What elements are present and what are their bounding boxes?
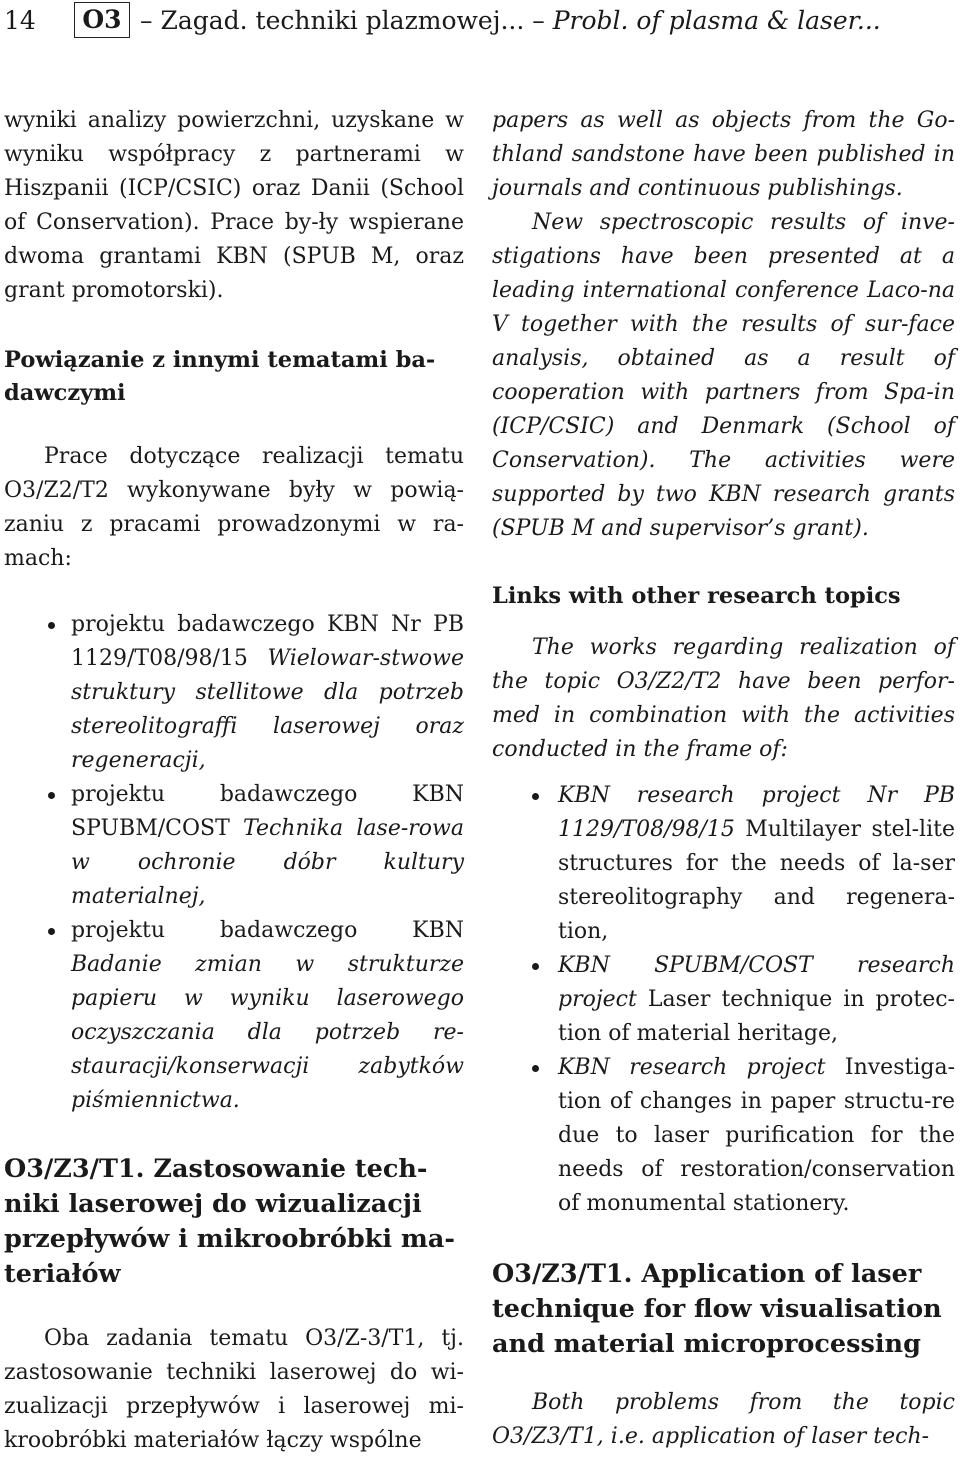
list-item-text: KBN SPUBM/COST research project (558, 953, 955, 1012)
list-item-text: KBN research project Nr PB 1129/T08/98/15 (558, 783, 955, 842)
list-item (492, 779, 955, 949)
intro-paragraph: papers as well as objects from the Go-thland sandstone have been published in journals and continuous publishings. (492, 108, 955, 201)
header-dash: – (140, 6, 161, 35)
header-titles (140, 6, 881, 36)
project-list (4, 608, 464, 1118)
running-header (0, 0, 960, 44)
topic-paragraph: Both problems from the topic O3/Z3/T1, i.e. application of laser tech- (492, 1390, 955, 1449)
section-code-box: O3 (74, 2, 130, 38)
project-title: Investiga-tion of changes in paper structu-re due to laser purification for the needs of restoration/conservation of monumental stationery. (558, 1055, 955, 1216)
project-title: Badanie zmian w strukturze papieru w wyniku laserowego oczyszczania dla potrzeb re-stauracji/konserwacji zabytków piśmiennictwa. (71, 952, 464, 1113)
project-list (492, 779, 955, 1221)
section-heading-links: Powiązanie z innymi tematami ba-dawczymi (4, 347, 436, 406)
project-title: Wielowar-stwowe struktury stellitowe dla potrzeb stereolitograffi laserowej oraz regeneracji, (71, 646, 464, 773)
list-item-text: projektu badawczego KBN (71, 918, 464, 943)
list-item-text: projektu badawczego KBN Nr PB 1129/T08/98/15 (71, 612, 464, 671)
project-title: Multilayer stel-lite structures for the needs of la-ser stereolitography and regenera-tion, (558, 817, 955, 944)
list-item (492, 949, 955, 1051)
header-title-polish: Zagad. techniki plazmowej... (160, 6, 525, 35)
topic-heading: O3/Z3/T1. Zastosowanie tech-niki laserowej do wizualizacji przepływów i mikroobróbki ma-teriałów (4, 1154, 455, 1289)
topic-heading: O3/Z3/T1. Application of laser technique for flow visualisation and material microprocessing (492, 1259, 942, 1359)
project-title: Technika lase-rowa w ochronie dóbr kultury materialnej, (71, 816, 464, 909)
section-heading-links: Links with other research topics (492, 583, 901, 609)
results-paragraph: New spectroscopic results of inve-stigations have been presented at a leading international conference Laco-na V together with the results of sur-face analysis, obtained as a result of cooperation with partners from Spa-in (ICP/CSIC) and Denmark (School of Conservation). The activities were supported by two KBN research grants (SPUB M and supervisor’s grant). (492, 210, 955, 541)
links-paragraph: The works regarding realization of the topic O3/Z2/T2 have been perfor-med in combination with the activities conducted in the frame of: (492, 635, 955, 762)
list-item (4, 914, 464, 1118)
topic-paragraph: Oba zadania tematu O3/Z-3/T1, tj. zastosowanie techniki laserowej do wi-zualizacji przepływów i laserowej mi-kroobróbki materiałów łączy wspólne (4, 1326, 464, 1453)
english-column (492, 104, 955, 1454)
project-title: Laser technique in protec-tion of material heritage, (558, 987, 955, 1046)
list-item-text: KBN research project (558, 1055, 845, 1080)
header-dash: – (524, 6, 553, 35)
links-paragraph: Prace dotyczące realizacji tematu O3/Z2/T2 wykonywane były w powią-zaniu z pracami prowadzonymi w ra-mach: (4, 444, 464, 571)
page-number: 14 (4, 6, 36, 35)
header-title-english: Probl. of plasma & laser... (552, 6, 881, 35)
list-item (4, 608, 464, 778)
intro-paragraph: wyniki analizy powierzchni, uzyskane w wyniku współpracy z partnerami w Hiszpanii (ICP/CSIC) oraz Danii (School of Conservation). Prace by-ły wspierane dwoma grantami KBN (SPUB M, oraz grant promotorski). (4, 108, 464, 303)
list-item-text: projektu badawczego KBN SPUBM/COST (71, 782, 464, 841)
list-item (492, 1051, 955, 1221)
list-item (4, 778, 464, 914)
polish-column (4, 104, 464, 1458)
